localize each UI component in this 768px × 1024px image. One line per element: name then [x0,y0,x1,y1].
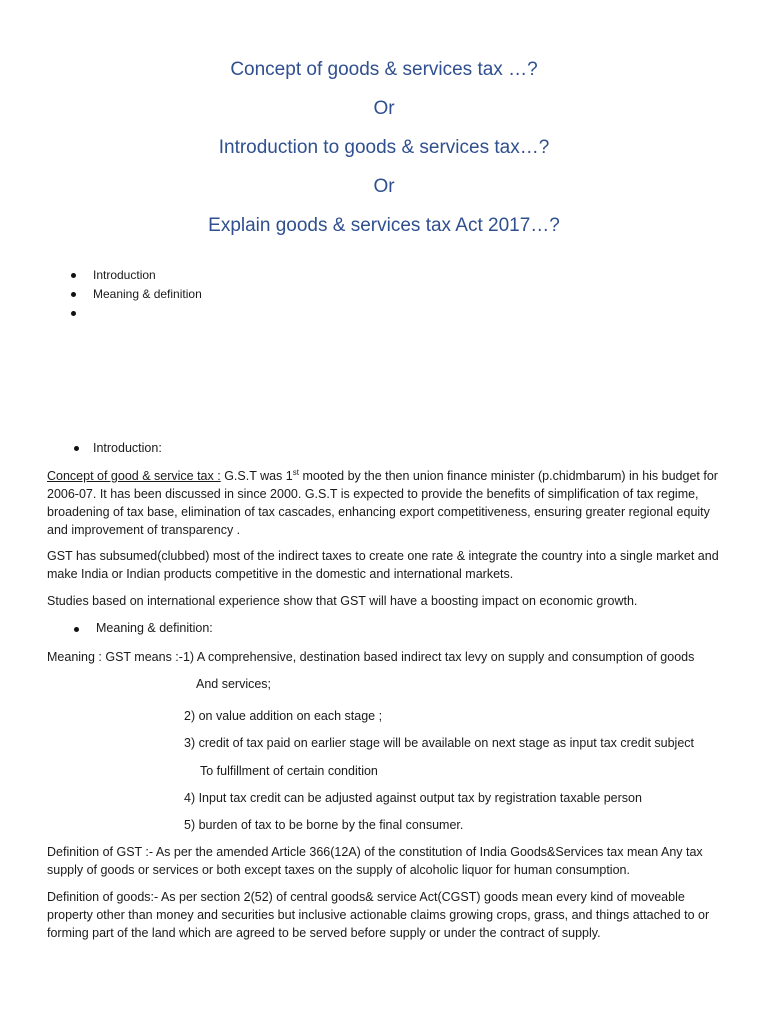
title-line-2: Introduction to goods & services tax…? [218,137,550,158]
meaning-item-5: 5) burden of tax to be borne by the final consumer. [184,818,464,832]
toc-item-meaning: Meaning & definition [93,287,202,301]
intro-paragraph-2: GST has subsumed(clubbed) most of the indirect taxes to create one rate & integrate the country into a single market and make India or Indian products competitive in the domestic and international markets. [47,549,719,581]
section-meaning: Meaning & definition: [96,621,213,635]
meaning-item-4: 4) Input tax credit can be adjusted against output tax by registration taxable person [184,791,642,805]
title-or-1: Or [373,98,395,119]
bullet-icon [71,292,76,297]
title-line-3: Explain goods & services tax Act 2017…? [208,215,560,236]
bullet-icon [74,446,79,451]
meaning-item-3: 3) credit of tax paid on earlier stage will be available on next stage as input tax credit subject [184,736,695,750]
toc-item-introduction: Introduction [93,268,156,282]
concept-label: Concept of good & service tax : [47,469,221,483]
bullet-icon [71,311,76,316]
intro-paragraph-3: Studies based on international experience show that GST will have a boosting impact on economic growth. [47,594,638,608]
title-line-1: Concept of goods & services tax …? [230,59,538,80]
meaning-line-1b: And services; [196,677,272,691]
meaning-item-3b: To fulfillment of certain condition [200,764,378,778]
definition-gst: Definition of GST :- As per the amended Article 366(12A) of the constitution of India Goods&Services tax mean Any tax supply of goods or services or both except taxes on the supply of alcoholic liquor for human consumption. [47,845,703,877]
definition-goods: Definition of goods:- As per section 2(52) of central goods& service Act(CGST) goods mean every kind of moveable property other than money and securities but inclusive actionable claims growing crops, grass, and things attached to or forming part of the land which are agreed to be served before supply or under the contract of supply. [47,890,710,940]
bullet-icon [71,273,76,278]
section-introduction: Introduction: [93,441,162,455]
intro-paragraph-1: Concept of good & service tax : G.S.T was 1st mooted by the then union finance minister (p.chidmbarum) in his budget for 2006-07. It has been discussed in since 2000. G.S.T is expected to provide the benefits of simplification of tax regime, broadening of tax base, elimination of tax cascades, enhancing export competitiveness, ensuring greater regional equity and improvement of transparency . [47,467,718,537]
title-or-2: Or [373,176,395,197]
meaning-item-2: 2) on value addition on each stage ; [184,709,383,723]
bullet-icon [74,627,79,632]
meaning-line-1: Meaning : GST means :-1) A comprehensive, destination based indirect tax levy on supply and consumption of goods [47,650,695,664]
